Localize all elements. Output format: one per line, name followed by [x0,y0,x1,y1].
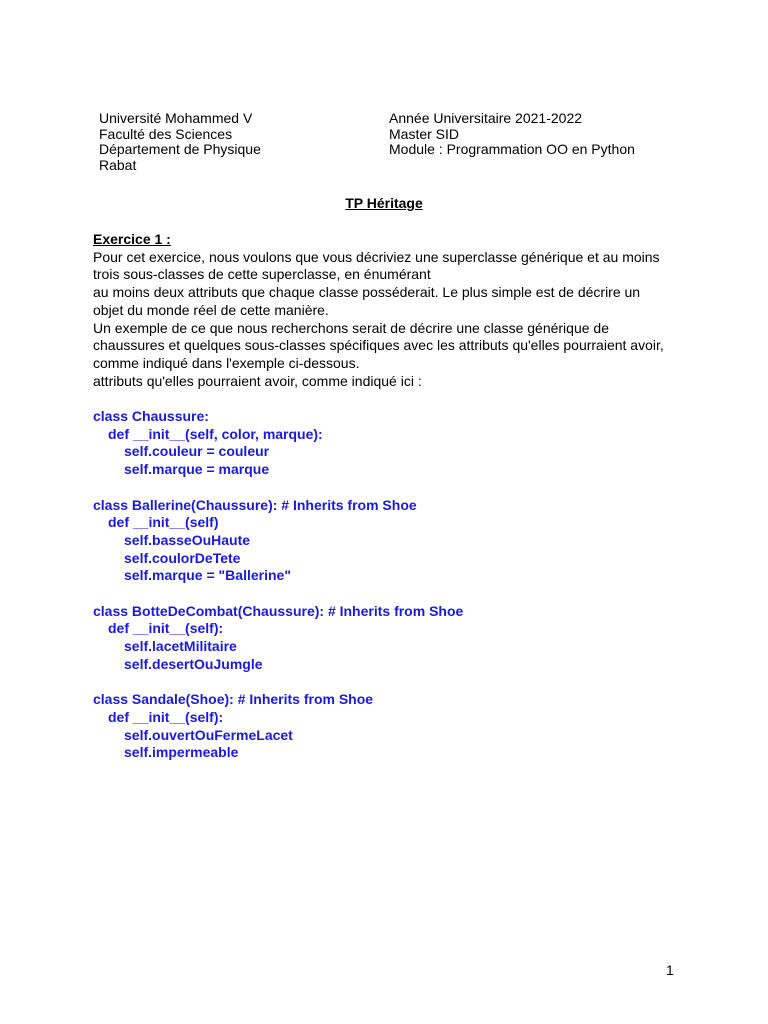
paragraph-line: comme indiqué dans l'exemple ci-dessous. [93,354,360,371]
code-line: def __init__(self, color, marque): [108,425,323,442]
code-line: def __init__(self) [108,514,219,531]
exercise-section [93,231,683,780]
code-line: class Chaussure: [93,408,209,425]
code-block-chaussure [93,408,683,479]
code-block-ballerine [93,497,683,586]
code-line: class BotteDeCombat(Chaussure): # Inherits from Shoe [93,602,464,619]
city-name: Rabat [99,156,137,173]
paragraph-line: attributs qu'elles pourraient avoir, comme indiqué ici : [93,372,422,389]
faculty-name: Faculté des Sciences [99,125,233,142]
header-left [99,111,261,173]
code-line: self.impermeable [124,744,239,761]
code-example [93,408,683,762]
paragraph-line: Pour cet exercice, nous voulons que vous décriviez une superclasse générique et au moins [93,248,660,265]
university-name: Université Mohammed V [99,110,253,126]
page-number: 1 [666,962,674,978]
document-title: TP Héritage [345,195,423,211]
code-line: def __init__(self): [108,620,224,637]
code-block-sandale [93,691,683,762]
code-line: self.couleur = couleur [124,443,270,460]
exercise-paragraph [93,249,683,391]
code-line: self.basseOuHaute [124,531,251,548]
paragraph-line: trois sous-classes de cette superclasse, en énumérant [93,266,431,283]
code-line: self.lacetMilitaire [124,638,237,655]
code-line: self.desertOuJumgle [124,655,263,672]
paragraph-line: Un exemple de ce que nous recherchons serait de décrire une classe générique de [93,319,609,336]
academic-year: Année Universitaire 2021-2022 [389,110,583,126]
paragraph-line: chaussures et quelques sous-classes spécifiques avec les attributs qu'elles pourraient avoir, [93,337,664,354]
code-line: self.marque = "Ballerine" [124,567,291,584]
module-name: Module : Programmation OO en Python [389,141,635,157]
header-right [389,111,635,158]
paragraph-line: objet du monde réel de cette manière. [93,301,329,318]
code-line: self.marque = marque [124,461,270,478]
paragraph-line: au moins deux attributs que chaque classe posséderait. Le plus simple est de décrire un [93,284,641,301]
code-line: class Ballerine(Chaussure): # Inherits from Shoe [93,496,417,513]
code-line: def __init__(self): [108,708,224,725]
department-name: Département de Physique [99,141,261,157]
program-name: Master SID [389,125,460,142]
code-line: class Sandale(Shoe): # Inherits from Shoe [93,691,374,708]
code-block-botte [93,603,683,674]
exercise-heading: Exercice 1 : [93,231,171,247]
code-line: self.ouvertOuFermeLacet [124,726,293,743]
code-line: self.coulorDeTete [124,549,241,566]
